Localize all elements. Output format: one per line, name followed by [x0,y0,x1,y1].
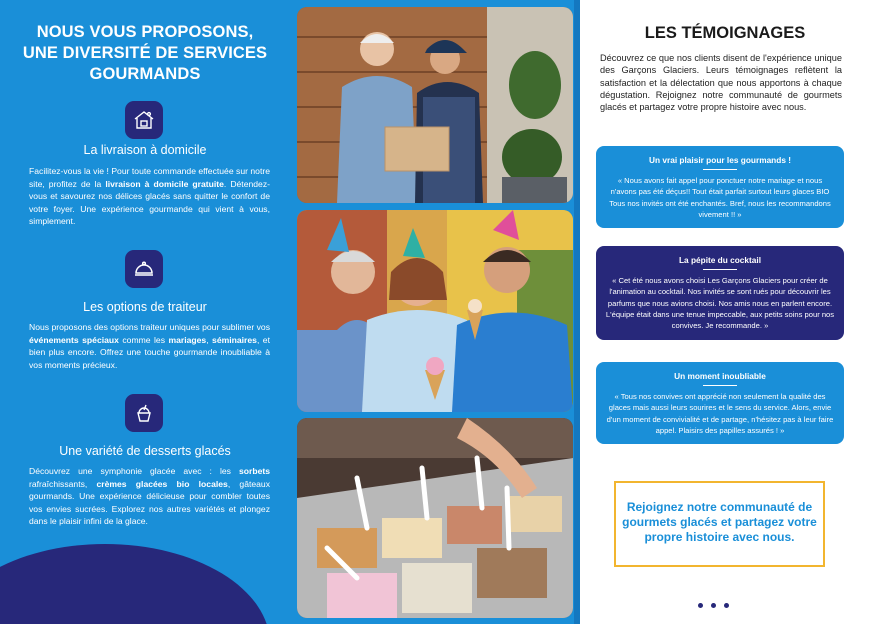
services-panel [0,0,290,624]
testimonial-title: La pépite du cocktail [678,255,762,265]
dot [711,603,716,608]
ice-cream-cup-icon [125,394,163,432]
photo-column [290,0,580,624]
delivery-photo [297,7,573,203]
delivery-title: La livraison à domicile [83,143,207,157]
testimonial-card [596,146,844,228]
divider [703,385,737,386]
testimonial-title: Un moment inoubliable [674,371,766,381]
testimonials-panel [580,0,870,624]
divider [703,169,737,170]
desserts-text: Découvrez une symphonie glacée avec : les sorbets rafraîchissants, crèmes glacées bio locales, gâteaux gourmands. Une expérience délicieuse pour combler toutes vos envies sucrées. Explorez nos autres variétés et plongez dans le plaisir infini de la glace. [29,466,270,527]
divider [703,269,737,270]
party-photo [297,210,573,412]
cta-text: Rejoignez notre communauté de gourmets glacés et partagez votre propre histoire avec nous. [622,500,817,544]
desserts-title: Une variété de desserts glacés [59,444,231,458]
pagination-dots [698,595,742,601]
testimonials-intro: Découvrez ce que nos clients disent de l'expérience unique des Garçons Glaciers. Leurs témoignages reflètent la satisfaction et la délectation que nous apportons à chaque dégustation. Rejoignez notre communauté de gourmets glacés et partagez votre propre histoire avec nous. [600,53,842,113]
catering-text: Nous proposons des options traiteur uniques pour sublimer vos événements spéciaux comme les mariages, séminaires, et bien plus encore. Offrez une touche gourmande inoubliable à vos moments précieux. [29,322,270,370]
cta-box [614,481,825,567]
testimonial-card [596,362,844,444]
dot [724,603,729,608]
house-delivery-icon [125,101,163,139]
testimonial-text: « Cet été nous avons choisi Les Garçons Glaciers pour créer de l'animation au cocktail. Nos invités se sont rués pour découvrir les parfums que nous avions choisi. Nos amis nous en parlent encore. L'équipe était dans une tenue impeccable, aux petits soins pour nos convives. Je recommande. » [605,276,835,331]
testimonials-title: LES TÉMOIGNAGES [644,24,806,42]
testimonial-text: « Nous avons fait appel pour ponctuer notre mariage et nous n'avons pas été déçus!! Tout était parfait surtout leurs glaces BIO Tous nos invités ont été enchantés. Bref, nous les recommandons vivement !! » [609,176,831,219]
services-title: NOUS VOUS PROPOSONS, UNE DIVERSITÉ DE SERVICES GOURMANDS [22,23,268,83]
testimonial-title: Un vrai plaisir pour les gourmands ! [649,155,791,165]
cloche-icon [125,250,163,288]
testimonial-text: « Tous nos convives ont apprécié non seulement la qualité des glaces mais aussi leurs sourires et le sens du service. Alors, envie d'un moment de convivialité et de partage, n'hésitez pas à leur faire appel. Plaisirs des papilles assurés ! » [606,392,834,435]
testimonial-card [596,246,844,340]
decorative-blob [0,544,270,624]
catering-title: Les options de traiteur [83,300,207,314]
delivery-text: Facilitez-vous la vie ! Pour toute commande effectuée sur notre site, profitez de la livraison à domicile gratuite. Détendez-vous et savourez nos délices glacés sans quitter le confort de votre foyer. Une expérience gourmande qui vient à vous, simplement. [29,166,270,227]
dot [698,603,703,608]
ice-cream-display-photo [297,418,573,618]
